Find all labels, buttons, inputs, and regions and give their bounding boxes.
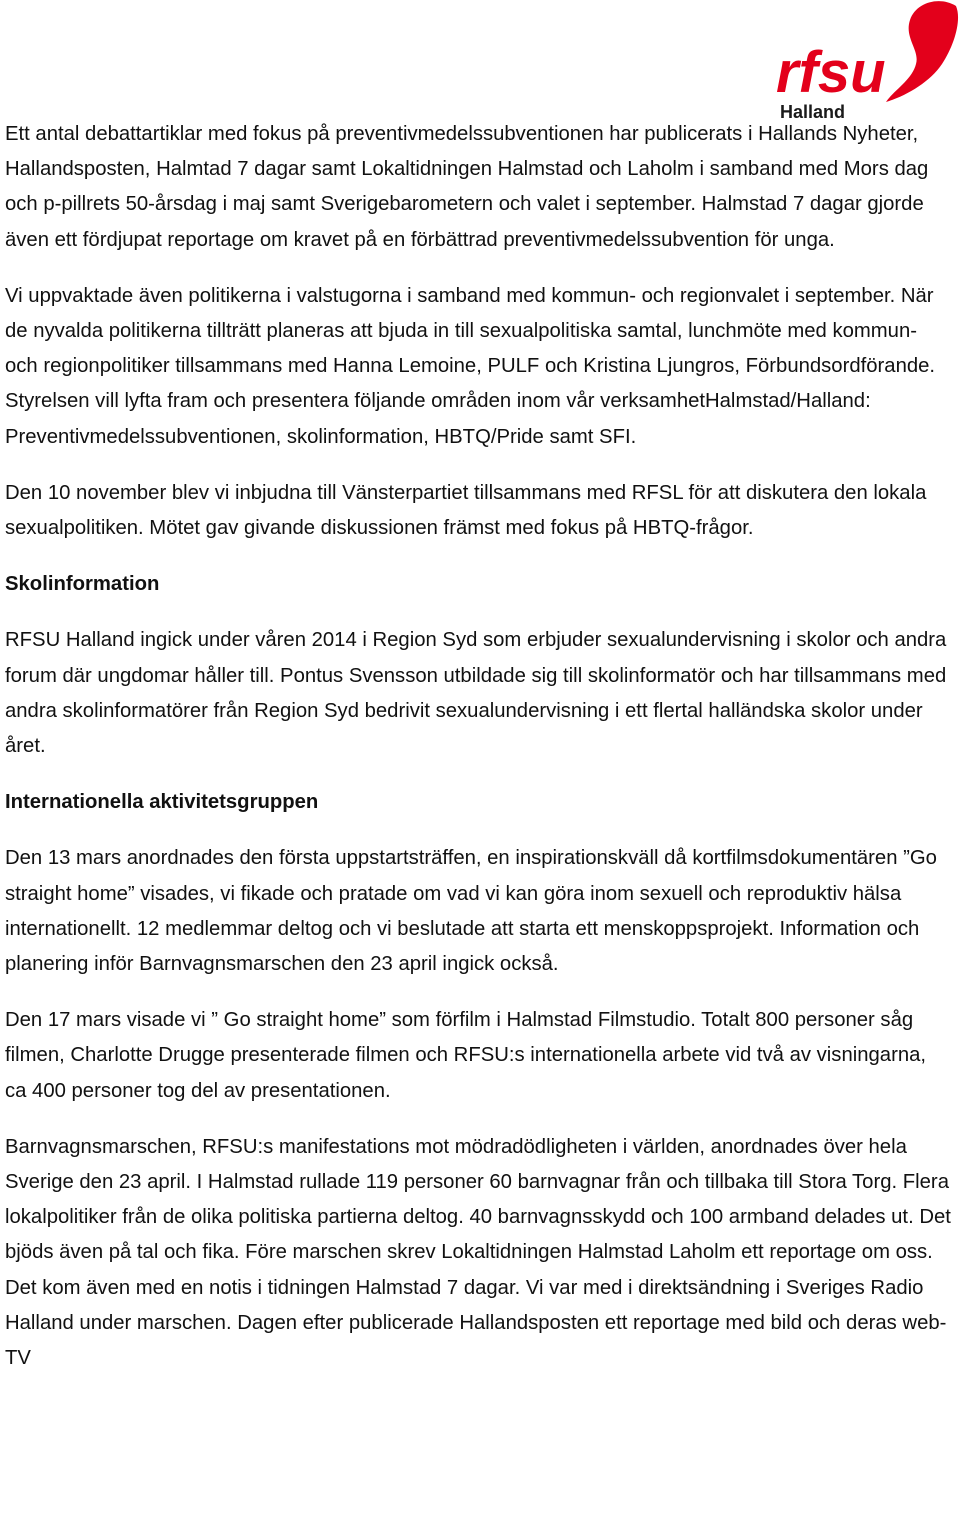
paragraph-debate-articles: Ett antal debattartiklar med fokus på preventivmedelssubventionen har publicerats i Hallands Nyheter, Hallandsposten, Halmtad 7 dagar samt Lokaltidningen Halmstad och Laholm i samband med Mors dag och p-pillrets 50-årsdag i maj samt Sverigebarometern och valet i september. Halmstad 7 dagar gjorde även ett fördjupat reportage om kravet på en förbättrad preventivmedelssubvention för unga. xyxy=(5,123,929,251)
rfsu-logo-graphic xyxy=(770,0,960,122)
logo-brand-text: rfsu xyxy=(776,40,886,105)
document-body xyxy=(5,117,953,1376)
paragraph-uppstartstraff: Den 13 mars anordnades den första uppstartsträffen, en inspirationskväll då kortfilmsdokumentären ”Go straight home” visades, vi fikade och pratade om vad vi kan göra inom sexuell och reproduktiv hälsa internationellt. 12 medlemmar deltog och vi beslutade att starta ett menskoppsprojekt. Information och planering inför Barnvagnsmarschen den 23 april ingick också. xyxy=(5,847,937,976)
rfsu-halland-logo xyxy=(770,0,960,122)
paragraph-skolinformation: RFSU Halland ingick under våren 2014 i Region Syd som erbjuder sexualundervisning i skolor och andra forum där ungdomar håller till. Pontus Svensson utbildade sig till skolinformatör och har tillsammans med andra skolinformatörer från Region Syd bedrivit sexualundervisning i ett flertal halländska skolor under året. xyxy=(5,629,947,758)
heading-internationella: Internationella aktivitetsgruppen xyxy=(5,791,319,814)
heart-icon xyxy=(886,1,958,102)
paragraph-vansterpartiet: Den 10 november blev vi inbjudna till Vänsterpartiet tillsammans med RFSL för att diskutera den lokala sexualpolitiken. Mötet gav givande diskussionen främst med fokus på HBTQ-frågor. xyxy=(5,481,927,540)
paragraph-barnvagnsmarschen: Barnvagnsmarschen, RFSU:s manifestations mot mödradödligheten i världen, anordnades över hela Sverige den 23 april. I Halmstad rullade 119 personer 60 barnvagnar från och tillbaka till Stora Torg. Flera lokalpolitiker från de olika politiska partierna deltog. 40 barnvagnsskydd och 100 armband delades ut. Det bjöds även på tal och fika. Före marschen skrev Lokaltidningen Halmstad Laholm ett reportage om oss. Det kom även med en notis i tidningen Halmstad 7 dagar. Vi var med i direktsändning i Sveriges Radio Halland under marschen. Dagen efter publicerade Hallandsposten ett reportage med bild och deras web-TV xyxy=(5,1135,951,1370)
heading-skolinformation: Skolinformation xyxy=(5,573,160,596)
logo-region-text: Halland xyxy=(780,102,846,122)
paragraph-filmstudio: Den 17 mars visade vi ” Go straight home” som förfilm i Halmstad Filmstudio. Totalt 800 personer såg filmen, Charlotte Drugge presenterade filmen och RFSU:s internationella arbete vid två av visningarna, ca 400 personer tog del av presentationen. xyxy=(5,1009,927,1102)
paragraph-politicians: Vi uppvaktade även politikerna i valstugorna i samband med kommun- och regionvalet i september. När de nyvalda politikerna tillträtt planeras att bjuda in till sexualpolitiska samtal, lunchmöte med kommun- och regionpolitiker tillsammans med Hanna Lemoine, PULF och Kristina Ljungros, Förbundsordförande. Styrelsen vill lyfta fram och presentera följande områden inom vår verksamhetHalmstad/Halland: Preventivmedelssubventionen, skolinformation, HBTQ/Pride samt SFI. xyxy=(5,284,936,448)
